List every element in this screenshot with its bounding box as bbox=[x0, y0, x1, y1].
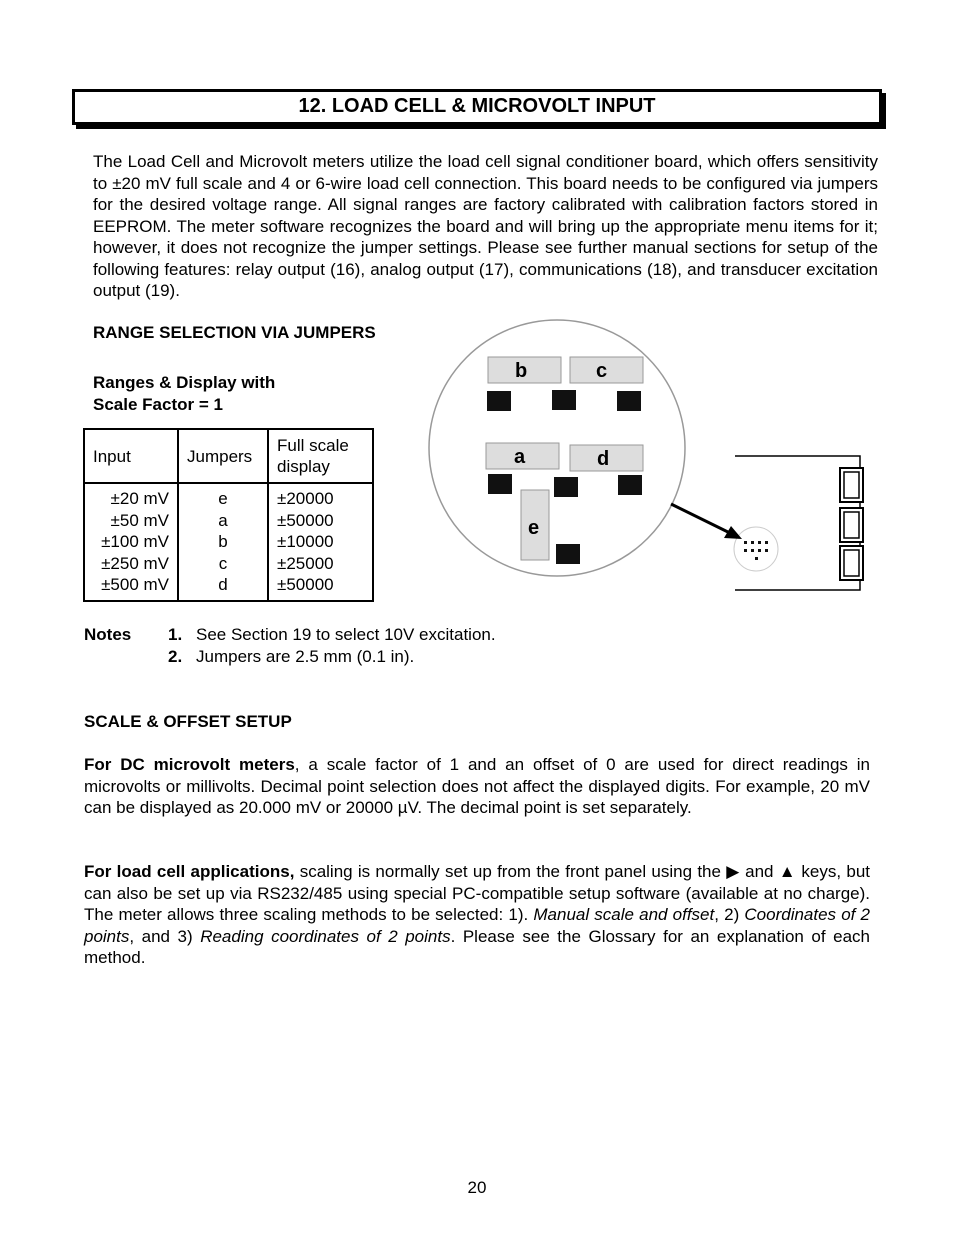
header-jumpers: Jumpers bbox=[178, 429, 268, 483]
intro-paragraph: The Load Cell and Microvolt meters utilize the load cell signal conditioner board, which offers sensitivity to ±20 mV full scale and 4 or 6-wire load cell connection. This board needs to be configured via jumpers for the desired voltage range. All signal ranges are factory calibrated with calibration factors stored in EEPROM. The meter software recognizes the board and will bring up the appropriate menu items for it; however, it does not recognize the jumper settings. Please see further manual sections for setup of the following features: relay output (16), analog output (17), communications (18), and transducer excitation output (19). bbox=[93, 152, 878, 300]
jumper-value: d bbox=[218, 575, 228, 594]
display-value: ±50000 bbox=[277, 510, 334, 530]
header-full-scale-display: Full scale display bbox=[268, 429, 373, 483]
range-subheading-line2: Scale Factor = 1 bbox=[93, 395, 223, 414]
scale-heading: SCALE & OFFSET SETUP bbox=[84, 712, 292, 731]
input-value: ±100 mV bbox=[101, 532, 169, 551]
range-table-body bbox=[84, 483, 373, 601]
pointer-arrow bbox=[671, 504, 732, 534]
display-value: ±10000 bbox=[277, 532, 334, 551]
method-coordinates: Coordinates of 2 points bbox=[84, 905, 870, 946]
jumper-value: e bbox=[218, 489, 228, 508]
up-arrow-key-icon: ▲ bbox=[778, 862, 797, 881]
display-value: ±20000 bbox=[277, 489, 334, 508]
lc-sep1: , 2) bbox=[714, 905, 745, 924]
jumper-a-label: a bbox=[514, 446, 526, 468]
input-value: ±20 mV bbox=[110, 489, 169, 508]
jumper-b-label: b bbox=[515, 360, 528, 382]
range-table-header-row bbox=[84, 429, 373, 483]
input-column bbox=[84, 483, 178, 601]
lc-sep2: , and 3) bbox=[129, 926, 201, 946]
dc-text: , a scale factor of 1 and an offset of 0 are used for direct readings in microvolts or millivolts. Decimal point selection does not affect the displayed digits. For example, 20 mV can be displayed as 20.000 mV or 20000 µV. The decimal point is set separately. bbox=[84, 755, 871, 817]
pin bbox=[618, 475, 642, 495]
method-reading-coordinates: Reading coordinates of 2 points bbox=[200, 926, 451, 946]
right-arrow-key-icon: ▶ bbox=[726, 862, 740, 881]
method-manual: Manual scale and offset bbox=[533, 905, 715, 924]
pin bbox=[488, 474, 512, 494]
jumper-value: b bbox=[218, 532, 228, 551]
header-input: Input bbox=[84, 429, 178, 483]
pin bbox=[617, 391, 641, 411]
display-column bbox=[268, 483, 373, 601]
section-title bbox=[72, 89, 882, 125]
jumper-value: a bbox=[218, 510, 228, 530]
dc-paragraph bbox=[84, 754, 870, 819]
pin bbox=[556, 544, 580, 564]
loadcell-paragraph bbox=[84, 861, 870, 969]
lc-lead: For load cell applications, bbox=[84, 862, 295, 881]
pin bbox=[552, 390, 576, 410]
section-title-text: 12. LOAD CELL & MICROVOLT INPUT bbox=[298, 95, 656, 118]
page-number: 20 bbox=[467, 1178, 487, 1197]
input-value: ±250 mV bbox=[101, 553, 169, 573]
display-value: ±25000 bbox=[277, 553, 334, 573]
pin bbox=[487, 391, 511, 411]
jumper-d-label: d bbox=[597, 448, 610, 470]
jumper-column bbox=[178, 483, 268, 601]
lc-text2: keys, but can also be set up via RS232/485 using special PC-compatible setup software (available at no charge). The meter allows three scaling methods to be selected: 1). bbox=[84, 862, 871, 924]
note-number: 1. bbox=[168, 625, 183, 644]
notes-label: Notes bbox=[84, 625, 132, 644]
range-table bbox=[83, 428, 374, 602]
input-value: ±500 mV bbox=[101, 575, 169, 594]
pin bbox=[554, 477, 578, 497]
note-text: See Section 19 to select 10V excitation. bbox=[196, 625, 496, 644]
input-value: ±50 mV bbox=[110, 510, 169, 530]
range-heading: RANGE SELECTION VIA JUMPERS bbox=[93, 323, 376, 342]
dc-lead: For DC microvolt meters bbox=[84, 755, 295, 774]
jumper-area-circle bbox=[734, 527, 778, 571]
lc-and: and bbox=[739, 862, 779, 881]
lc-text1: scaling is normally set up from the front panel using the bbox=[294, 862, 727, 881]
jumper-e-label: e bbox=[528, 517, 540, 539]
jumper-value: c bbox=[218, 553, 228, 573]
note-number: 2. bbox=[168, 647, 183, 666]
note-text: Jumpers are 2.5 mm (0.1 in). bbox=[196, 647, 415, 666]
lc-text3: . Please see the Glossary for an explanation of each method. bbox=[84, 926, 870, 967]
range-subheading-line1: Ranges & Display with bbox=[93, 373, 276, 392]
jumper-diagram bbox=[420, 318, 880, 598]
jumper-c-label: c bbox=[596, 360, 608, 382]
display-value: ±50000 bbox=[277, 575, 334, 594]
